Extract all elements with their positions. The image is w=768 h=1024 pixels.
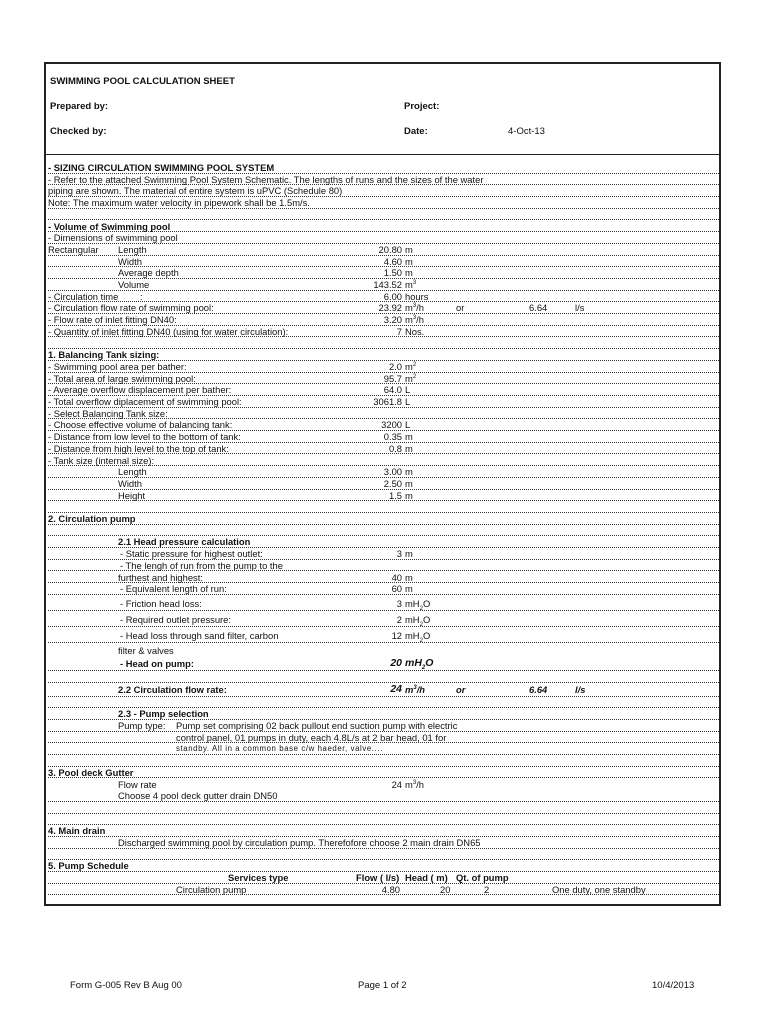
list-item (48, 490, 719, 502)
list-item (48, 825, 719, 837)
list-item (48, 396, 719, 408)
row-label: Length (118, 243, 147, 255)
list-item (48, 790, 719, 802)
note-text: Note: The maximum water velocity in pipework shall be 1.5m/s. (48, 197, 310, 209)
row-label: - Swimming pool area per bather: (48, 360, 187, 372)
row-label: - Static pressure for highest outlet: (120, 548, 263, 560)
row-value: 23.92 (378, 302, 402, 314)
row-unit: l/s (575, 683, 586, 695)
list-item (48, 743, 719, 755)
row-value: 20 (390, 656, 402, 669)
blank-row (48, 338, 719, 350)
footer-date: 10/4/2013 (652, 980, 695, 991)
list-item (48, 419, 719, 431)
row-unit: $m^2$ (405, 360, 417, 372)
date-label: Date: (404, 126, 428, 137)
row-label: Average depth (118, 267, 179, 279)
list-item (48, 221, 719, 233)
row-unit: $mH_2O$ (405, 597, 431, 612)
row-label: - Equivalent length of run: (120, 583, 227, 595)
list-item (48, 779, 719, 791)
list-item (48, 232, 719, 244)
list-item (48, 314, 719, 326)
row-value: 3200 (381, 419, 402, 431)
list-item (48, 767, 719, 779)
row-value: 0.35 (383, 431, 402, 443)
row-value: 2.0 (388, 360, 402, 372)
blank-row (48, 849, 719, 861)
row-label: Width (118, 477, 142, 489)
row-value: 64.0 (383, 384, 402, 396)
row-label: - Select Balancing Tank size: (48, 407, 168, 419)
list-item (48, 384, 719, 396)
row-text: control panel, 01 pumps in duty, each 4.8L/s at 2 bar head, 01 for (176, 731, 447, 743)
list-item (48, 683, 719, 697)
list-item (48, 291, 719, 303)
row-label: furthest and highest: (118, 571, 203, 583)
row-value: 0.8 (388, 442, 402, 454)
row-label: - The lengh of run from the pump to the (120, 559, 283, 571)
row-value: 60 (391, 583, 402, 595)
list-item (48, 560, 719, 572)
list-item (48, 443, 719, 455)
or-label: or (456, 302, 465, 314)
table-cell: One duty, one standby (552, 883, 646, 895)
list-item (48, 408, 719, 420)
list-item (48, 708, 719, 720)
list-item (48, 536, 719, 548)
row-value: 95.7 (383, 372, 402, 384)
row-unit: $m^3/h$ (405, 302, 424, 314)
table-cell: 2 (484, 883, 490, 895)
row-value: 20.80 (378, 243, 402, 255)
row-label: - Required outlet pressure: (120, 613, 231, 625)
row-value: 12 (391, 629, 402, 641)
row-value: 3 (396, 597, 402, 609)
row-value: 40 (391, 571, 402, 583)
row-unit: m (405, 431, 413, 443)
table-cell: 4.80 (381, 883, 400, 895)
list-item (48, 185, 719, 197)
table-cell: 20 (440, 883, 451, 895)
row-value: 1.5 (388, 489, 402, 501)
row-value: 24 (390, 682, 402, 695)
sheet-title: SWIMMING POOL CALCULATION SHEET (50, 76, 235, 87)
row-unit: $m^3/h$ (405, 683, 426, 695)
row-label: - Friction head loss: (120, 597, 202, 609)
list-item (48, 349, 719, 361)
list-item (48, 548, 719, 560)
list-item (48, 657, 719, 671)
column-header: Services type (228, 872, 289, 884)
list-item (48, 627, 719, 643)
section-heading: 2. Circulation pump (48, 513, 136, 524)
row-unit: L (405, 419, 411, 431)
row-label: - Flow rate of inlet fitting DN40: (48, 314, 177, 326)
row-label: - Tank size (internal size): (48, 454, 155, 466)
row-text: standby. All in a common base c/w haeder, valve.... (176, 744, 383, 754)
calculation-sheet (44, 62, 721, 906)
row-value: 6.64 (529, 683, 548, 695)
row-label: - Average overflow displacement per bather: (48, 384, 232, 396)
blank-row (48, 697, 719, 709)
row-label: - Head loss through sand filter, carbon (120, 629, 279, 641)
list-item (48, 478, 719, 490)
form-number: Form G-005 Rev B Aug 00 (70, 980, 182, 991)
checked-by-label: Checked by: (50, 126, 107, 137)
page-number: Page 1 of 2 (358, 980, 407, 991)
table-cell: Circulation pump (176, 883, 247, 895)
row-unit: m (405, 571, 413, 583)
row-unit: hours (405, 290, 429, 302)
row-unit: l/s (575, 302, 585, 314)
list-item (48, 732, 719, 744)
list-item (48, 595, 719, 611)
section-heading: 5. Pump Schedule (48, 860, 129, 872)
list-item (48, 361, 719, 373)
list-item (48, 373, 719, 385)
table-row (48, 884, 719, 896)
row-unit: m (405, 267, 413, 279)
row-value: 6.64 (529, 302, 548, 314)
row-unit: m (405, 489, 413, 501)
list-item (48, 431, 719, 443)
prepared-by-label: Prepared by: (50, 101, 109, 112)
row-value: 3061.8 (373, 396, 402, 407)
or-label: or (456, 683, 466, 695)
row-value: 24 (391, 778, 402, 790)
blank-row (48, 814, 719, 826)
list-item (48, 572, 719, 584)
row-label: - Total area of large swimming pool: (48, 372, 196, 384)
row-label: Flow rate (118, 778, 157, 790)
list-item (48, 720, 719, 732)
row-label: 2.2 Circulation flow rate: (118, 683, 227, 695)
list-item (48, 256, 719, 268)
section-heading: 4. Main drain (48, 825, 106, 837)
row-label: - Total overflow diplacement of swimming pool: (48, 396, 242, 407)
row-value: 4.60 (383, 255, 402, 267)
list-item (48, 174, 719, 186)
row-label: - Circulation flow rate of swimming pool: (48, 302, 214, 314)
row-label: Length (118, 466, 147, 478)
subsection-heading: 2.3 - Pump selection (118, 708, 209, 720)
list-item (48, 302, 719, 314)
row-unit: m (405, 477, 413, 489)
section-heading: - SIZING CIRCULATION SWIMMING POOL SYSTEM (48, 162, 275, 173)
list-item (48, 197, 719, 209)
list-item (48, 455, 719, 467)
row-unit: L (405, 384, 411, 396)
project-label: Project: (404, 101, 440, 112)
row-unit: m (405, 243, 413, 255)
row-label: - Choose effective volume of balancing tank: (48, 419, 233, 431)
row-label: Width (118, 255, 142, 267)
note-text: - Refer to the attached Swimming Pool System Schematic. The lengths of runs and the sizes of the water (48, 173, 484, 185)
header-divider (46, 154, 719, 155)
blank-row (48, 209, 719, 221)
list-item (48, 837, 719, 849)
section-heading: - Volume of Swimming pool (48, 220, 171, 232)
row-label: Rectangular (48, 243, 99, 255)
row-value: 7 (396, 325, 402, 337)
table-header-row (48, 872, 719, 884)
row-unit: m (405, 442, 413, 454)
row-unit: L (405, 396, 411, 407)
row-unit: $mH_2O$ (405, 629, 431, 644)
row-unit: $m^3$ (405, 279, 417, 290)
blank-row (48, 896, 719, 907)
row-unit: $mH_2O$ (405, 656, 434, 671)
row-label: filter & valves (118, 644, 174, 656)
row-unit: $m^3/h$ (405, 314, 424, 326)
row-unit: m (405, 255, 413, 267)
row-label: - Dimensions of swimming pool (48, 232, 178, 244)
list-item (48, 513, 719, 525)
row-label: - Distance from low level to the bottom of tank: (48, 431, 241, 443)
list-item (48, 611, 719, 627)
blank-row (48, 501, 719, 513)
row-unit: Nos. (405, 325, 425, 337)
blank-row (48, 755, 719, 767)
row-label: - Head on pump: (120, 657, 194, 669)
list-item (48, 267, 719, 279)
section-heading: 1. Balancing Tank sizing: (48, 349, 160, 361)
list-item (48, 326, 719, 338)
row-unit: m (405, 583, 413, 595)
section-heading: 3. Pool deck Gutter (48, 766, 134, 778)
column-header: Flow ( l/s) (356, 872, 400, 884)
column-header: Qt. of pump (456, 872, 509, 884)
row-unit: $m^3/h$ (405, 778, 424, 790)
row-unit: $m^2$ (405, 372, 417, 384)
row-value: 3.20 (383, 314, 402, 326)
row-value: 1.50 (383, 267, 402, 279)
row-label: - Circulation time (48, 290, 119, 302)
list-item (48, 244, 719, 256)
row-value: 3 (396, 548, 402, 560)
row-text: Discharged swimming pool by circulation pump. Therefofore choose 2 main drain DN65 (118, 837, 481, 848)
row-unit: m (405, 548, 413, 560)
row-label: - Quantity of inlet fitting DN40 (using for water circulation): (48, 325, 289, 337)
row-text: Choose 4 pool deck gutter drain DN50 (118, 790, 278, 802)
row-value: 2.50 (383, 477, 402, 489)
list-item (48, 860, 719, 872)
row-value: 6.00 (383, 290, 402, 302)
row-label: Height (118, 489, 146, 501)
row-unit: $mH_2O$ (405, 613, 431, 628)
blank-row (48, 671, 719, 683)
row-label: Volume (118, 279, 150, 290)
list-item (48, 162, 719, 174)
row-label: - Distance from high level to the top of tank: (48, 442, 229, 454)
row-value: 3.00 (383, 466, 402, 478)
list-item (48, 583, 719, 595)
blank-row (48, 525, 719, 537)
row-label: Pump type: (118, 720, 166, 731)
note-text: piping are shown. The material of entire system is uPVC (Schedule 80) (48, 185, 343, 197)
list-item (48, 466, 719, 478)
list-item (48, 279, 719, 291)
row-unit: m (405, 466, 413, 478)
row-value: 2 (396, 613, 402, 625)
blank-row (48, 802, 719, 814)
row-text: Pump set comprising 02 back pullout end suction pump with electric (176, 720, 458, 731)
subsection-heading: 2.1 Head pressure calculation (118, 536, 251, 548)
date-value: 4-Oct-13 (508, 126, 545, 137)
column-header: Head ( m) (405, 872, 448, 884)
list-item (48, 643, 719, 657)
row-value: 143.52 (373, 279, 402, 290)
row-label: : (140, 290, 143, 302)
